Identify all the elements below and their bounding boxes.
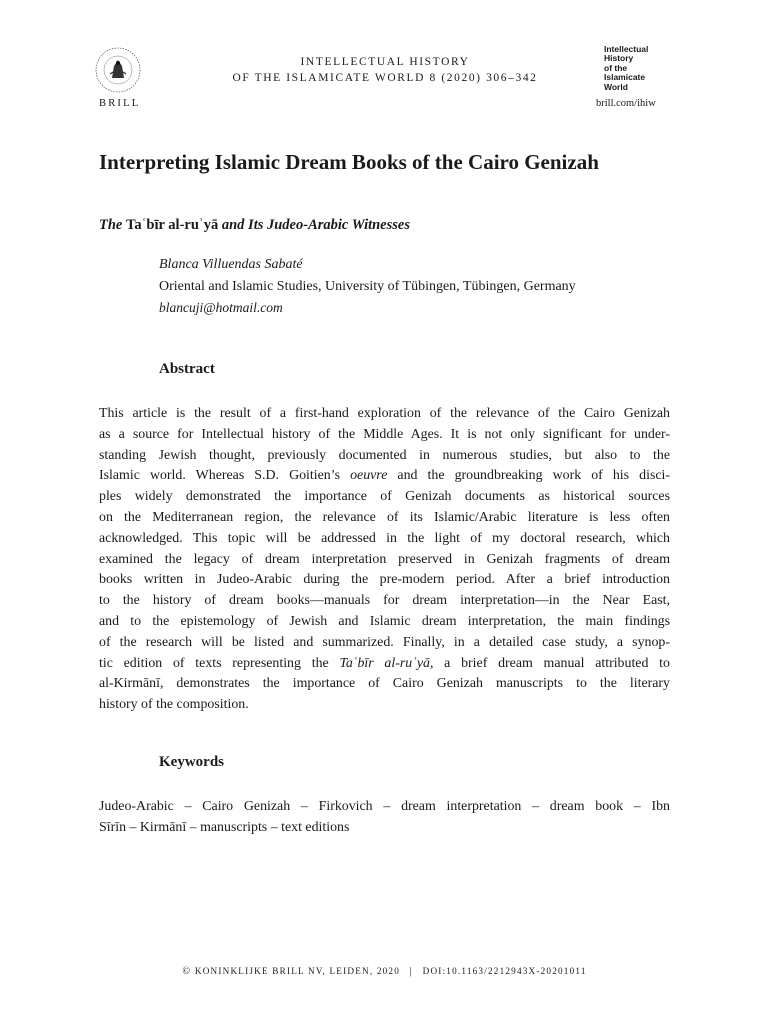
abstract-emphasis-tabir: Taʿbīr al-ruʾyā [339, 655, 430, 671]
abstract-line [99, 466, 670, 487]
keywords-list [99, 797, 670, 839]
abstract-line: al-Kirmānī, demonstrates the importance of Cairo Genizah manuscripts to the literary [99, 676, 670, 692]
series-logo-line: of the [604, 62, 628, 73]
abstract-line: standing Jewish thought, previously documented in numerous studies, but also to the [99, 447, 670, 463]
author-email-link[interactable]: blancuji@hotmail.com [159, 300, 283, 315]
series-logo-line: World [604, 81, 628, 92]
journal-title-line2: OF THE ISLAMICATE WORLD 8 (2020) 306–342 [232, 72, 538, 84]
abstract-heading: Abstract [159, 361, 215, 377]
series-logo-line: Islamicate [604, 72, 646, 83]
article-title: Interpreting Islamic Dream Books of the Cairo Genizah [99, 150, 599, 174]
abstract-line-part: Islamic world. Whereas S.D. Goitien’s [99, 468, 351, 484]
subtitle-rest: and Its Judeo-Arabic Witnesses [221, 217, 410, 233]
series-logo-line: History [604, 53, 634, 64]
abstract-line: This article is the result of a first-hand exploration of the relevance of the Cairo Genizah [99, 406, 670, 421]
keywords-line: Sīrīn – Kirmānī – manuscripts – text editions [99, 819, 350, 835]
abstract-line: history of the composition. [99, 697, 249, 713]
article-subtitle [99, 215, 669, 235]
footer-copyright [99, 966, 670, 977]
abstract-line: acknowledged. This topic will be addressed in the light of my doctoral research, which [99, 530, 670, 546]
author-affiliation: Oriental and Islamic Studies, University of Tübingen, Tübingen, Germany [159, 279, 576, 294]
keywords-heading: Keywords [159, 754, 224, 770]
journal-website-link[interactable]: brill.com/ihiw [596, 98, 656, 109]
subtitle-the: The [99, 217, 123, 233]
abstract-line: books written in Judeo-Arabic during the pre-modern period. After a brief introduction [99, 572, 670, 588]
abstract-line: on the Mediterranean region, the relevance of its Islamic/Arabic literature is less often [99, 509, 670, 525]
abstract-line-part: , a brief dream manual attributed to [429, 655, 670, 671]
footer-separator: | [409, 966, 413, 977]
footer-publisher: KONINKLIJKE BRILL NV, LEIDEN, 2020 [194, 966, 401, 976]
subtitle-work-title: Taʿbīr al-ruʾyā [125, 217, 219, 233]
abstract-text [99, 404, 670, 716]
abstract-line-part: tic edition of texts representing the [99, 655, 340, 671]
journal-title-line1: INTELLECTUAL HISTORY [300, 56, 470, 68]
abstract-line: examined the legacy of dream interpretation preserved in Genizah fragments of dream [99, 551, 670, 567]
abstract-line: and to the epistemology of Jewish and Islamic dream interpretation, the main findings [99, 613, 670, 629]
publisher-name: BRILL [99, 98, 141, 109]
abstract-line: of the research will be listed and summarized. Finally, in a detailed case study, a synop- [99, 634, 670, 650]
series-logo [604, 45, 674, 92]
keywords-line: Judeo-Arabic – Cairo Genizah – Firkovich – dream interpretation – dream book – Ibn [99, 799, 670, 814]
brill-seal-icon [92, 44, 144, 96]
series-logo-line: Intellectual [604, 44, 649, 54]
copyright-symbol: © [182, 966, 192, 977]
abstract-line [99, 654, 670, 675]
footer-doi-link[interactable]: DOI:10.1163/2212943X-20201011 [422, 966, 587, 976]
abstract-line-part: and the groundbreaking work of his disci- [387, 468, 670, 484]
abstract-line: to the history of dream books—manuals for dream interpretation—in the Near East, [99, 593, 670, 609]
author-name: Blanca Villuendas Sabaté [159, 257, 303, 272]
abstract-emphasis-oeuvre: oeuvre [350, 468, 388, 484]
abstract-line: ples widely demonstrated the importance of Genizah documents as historical sources [99, 489, 670, 505]
abstract-line: as a source for Intellectual history of the Middle Ages. It is not only significant for under- [99, 426, 670, 442]
